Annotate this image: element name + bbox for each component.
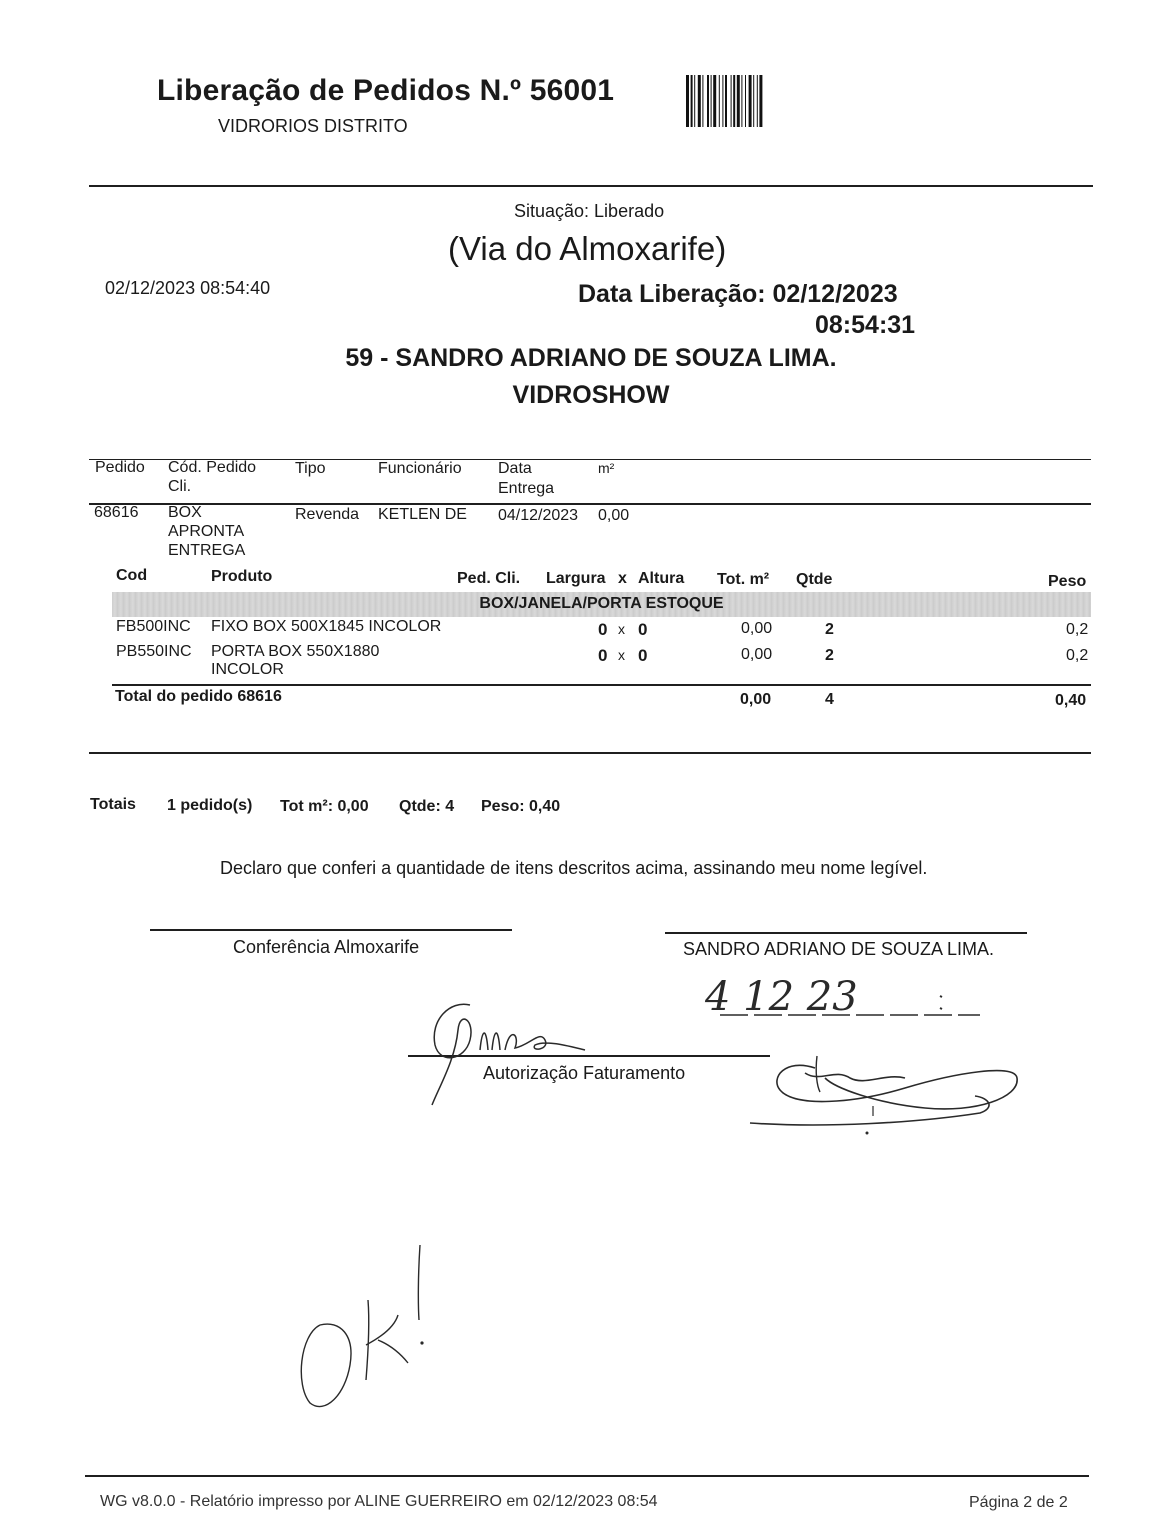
item-qty: 2 [825, 647, 834, 664]
svg-text:4 12 23: 4 12 23 [705, 974, 858, 1020]
handwritten-ok-note [290, 1235, 440, 1425]
company-name: VIDRORIOS DISTRITO [218, 116, 408, 136]
totals-m2: Tot m²: 0,00 [280, 798, 369, 815]
order-type: Revenda [295, 506, 360, 523]
totals-label: Totais [90, 796, 136, 813]
items-col-largura: Largura [546, 570, 606, 587]
order-delivery-date: 04/12/2023 [498, 507, 579, 524]
order-m2: 0,00 [598, 507, 630, 524]
col-data: Data [498, 460, 532, 477]
status-label: Situação: Liberado [514, 201, 665, 221]
item-x: x [618, 647, 625, 663]
client-name: 59 - SANDRO ADRIANO DE SOUZA LIMA. [345, 344, 837, 372]
items-col-produto: Produto [211, 568, 273, 585]
totals-weight: Peso: 0,40 [481, 798, 561, 815]
item-width: 0 [598, 620, 608, 639]
item-weight: 0,2 [1066, 621, 1089, 638]
document-title: Liberação de Pedidos N.º 56001 [157, 74, 615, 107]
signature-line-conferencia [150, 929, 512, 931]
release-time: 08:54:31 [815, 311, 916, 339]
item-product: PORTA BOX 550X1880 [211, 643, 380, 660]
item-code: PB550INC [116, 643, 192, 660]
declaration-text: Declaro que conferi a quantidade de itens descritos acima, assinando meu nome legível. [220, 858, 928, 878]
totals-qty: Qtde: 4 [399, 798, 455, 815]
item-product: FIXO BOX 500X1845 INCOLOR [211, 618, 442, 635]
items-col-x: x [618, 570, 627, 587]
page-number: Página 2 de 2 [969, 1494, 1068, 1511]
item-x: x [618, 621, 625, 637]
conferencia-label: Conferência Almoxarife [233, 937, 420, 957]
items-col-altura: Altura [638, 570, 685, 587]
items-col-tot-m2: Tot. m² [717, 571, 770, 588]
autorizacao-label: Autorização Faturamento [483, 1063, 686, 1083]
client-signature-label: SANDRO ADRIANO DE SOUZA LIMA. [683, 939, 995, 959]
item-height: 0 [638, 646, 648, 665]
order-number: 68616 [94, 504, 139, 521]
items-col-peso: Peso [1048, 573, 1087, 590]
items-col-qtde: Qtde [796, 571, 833, 588]
printed-timestamp: 02/12/2023 08:54:40 [105, 278, 271, 298]
col-data-entrega: Entrega [498, 480, 555, 497]
order-employee: KETLEN DE [378, 506, 467, 523]
group-label: BOX/JANELA/PORTA ESTOQUE [479, 595, 724, 612]
items-total-rule [112, 684, 1091, 686]
item-qty: 2 [825, 621, 834, 638]
order-total-weight: 0,40 [1055, 692, 1087, 709]
copy-type-heading: (Via do Almoxarife) [448, 230, 727, 267]
col-funcionario: Funcionário [378, 460, 462, 477]
item-tot-m2: 0,00 [741, 646, 773, 663]
items-end-rule [89, 752, 1091, 754]
header-divider [89, 185, 1093, 187]
footer-rule [85, 1475, 1089, 1477]
footer-print-info: WG v8.0.0 - Relatório impresso por ALINE GUERREIRO em 02/12/2023 08:54 [100, 1493, 658, 1510]
order-client-code-3: ENTREGA [168, 542, 246, 559]
item-code: FB500INC [116, 618, 191, 635]
barcode [686, 75, 864, 127]
order-total-label: Total do pedido 68616 [115, 688, 282, 705]
authorization-signature [420, 990, 600, 1110]
col-cod-pedido: Cód. Pedido [168, 459, 257, 476]
release-date: Data Liberação: 02/12/2023 [578, 280, 898, 308]
items-col-cod: Cod [116, 567, 148, 584]
col-m2: m² [598, 460, 615, 476]
order-table-header-rule [89, 503, 1091, 505]
col-cod-pedido-cli: Cli. [168, 478, 192, 495]
item-tot-m2: 0,00 [741, 620, 773, 637]
item-weight: 0,2 [1066, 647, 1089, 664]
item-product-cont: INCOLOR [211, 661, 284, 678]
item-height: 0 [638, 620, 648, 639]
signature-line-client [665, 932, 1027, 934]
order-total-m2: 0,00 [740, 691, 772, 708]
handwritten-date [700, 968, 990, 1023]
items-col-ped-cli: Ped. Cli. [457, 570, 521, 587]
order-client-code-1: BOX [168, 504, 202, 521]
item-width: 0 [598, 646, 608, 665]
client-store: VIDROSHOW [512, 381, 670, 409]
client-signature [745, 1028, 1025, 1148]
order-client-code-2: APRONTA [168, 523, 245, 540]
totals-orders: 1 pedido(s) [167, 797, 253, 814]
col-tipo: Tipo [295, 460, 326, 477]
order-total-qty: 4 [825, 691, 834, 708]
col-pedido: Pedido [95, 459, 145, 476]
